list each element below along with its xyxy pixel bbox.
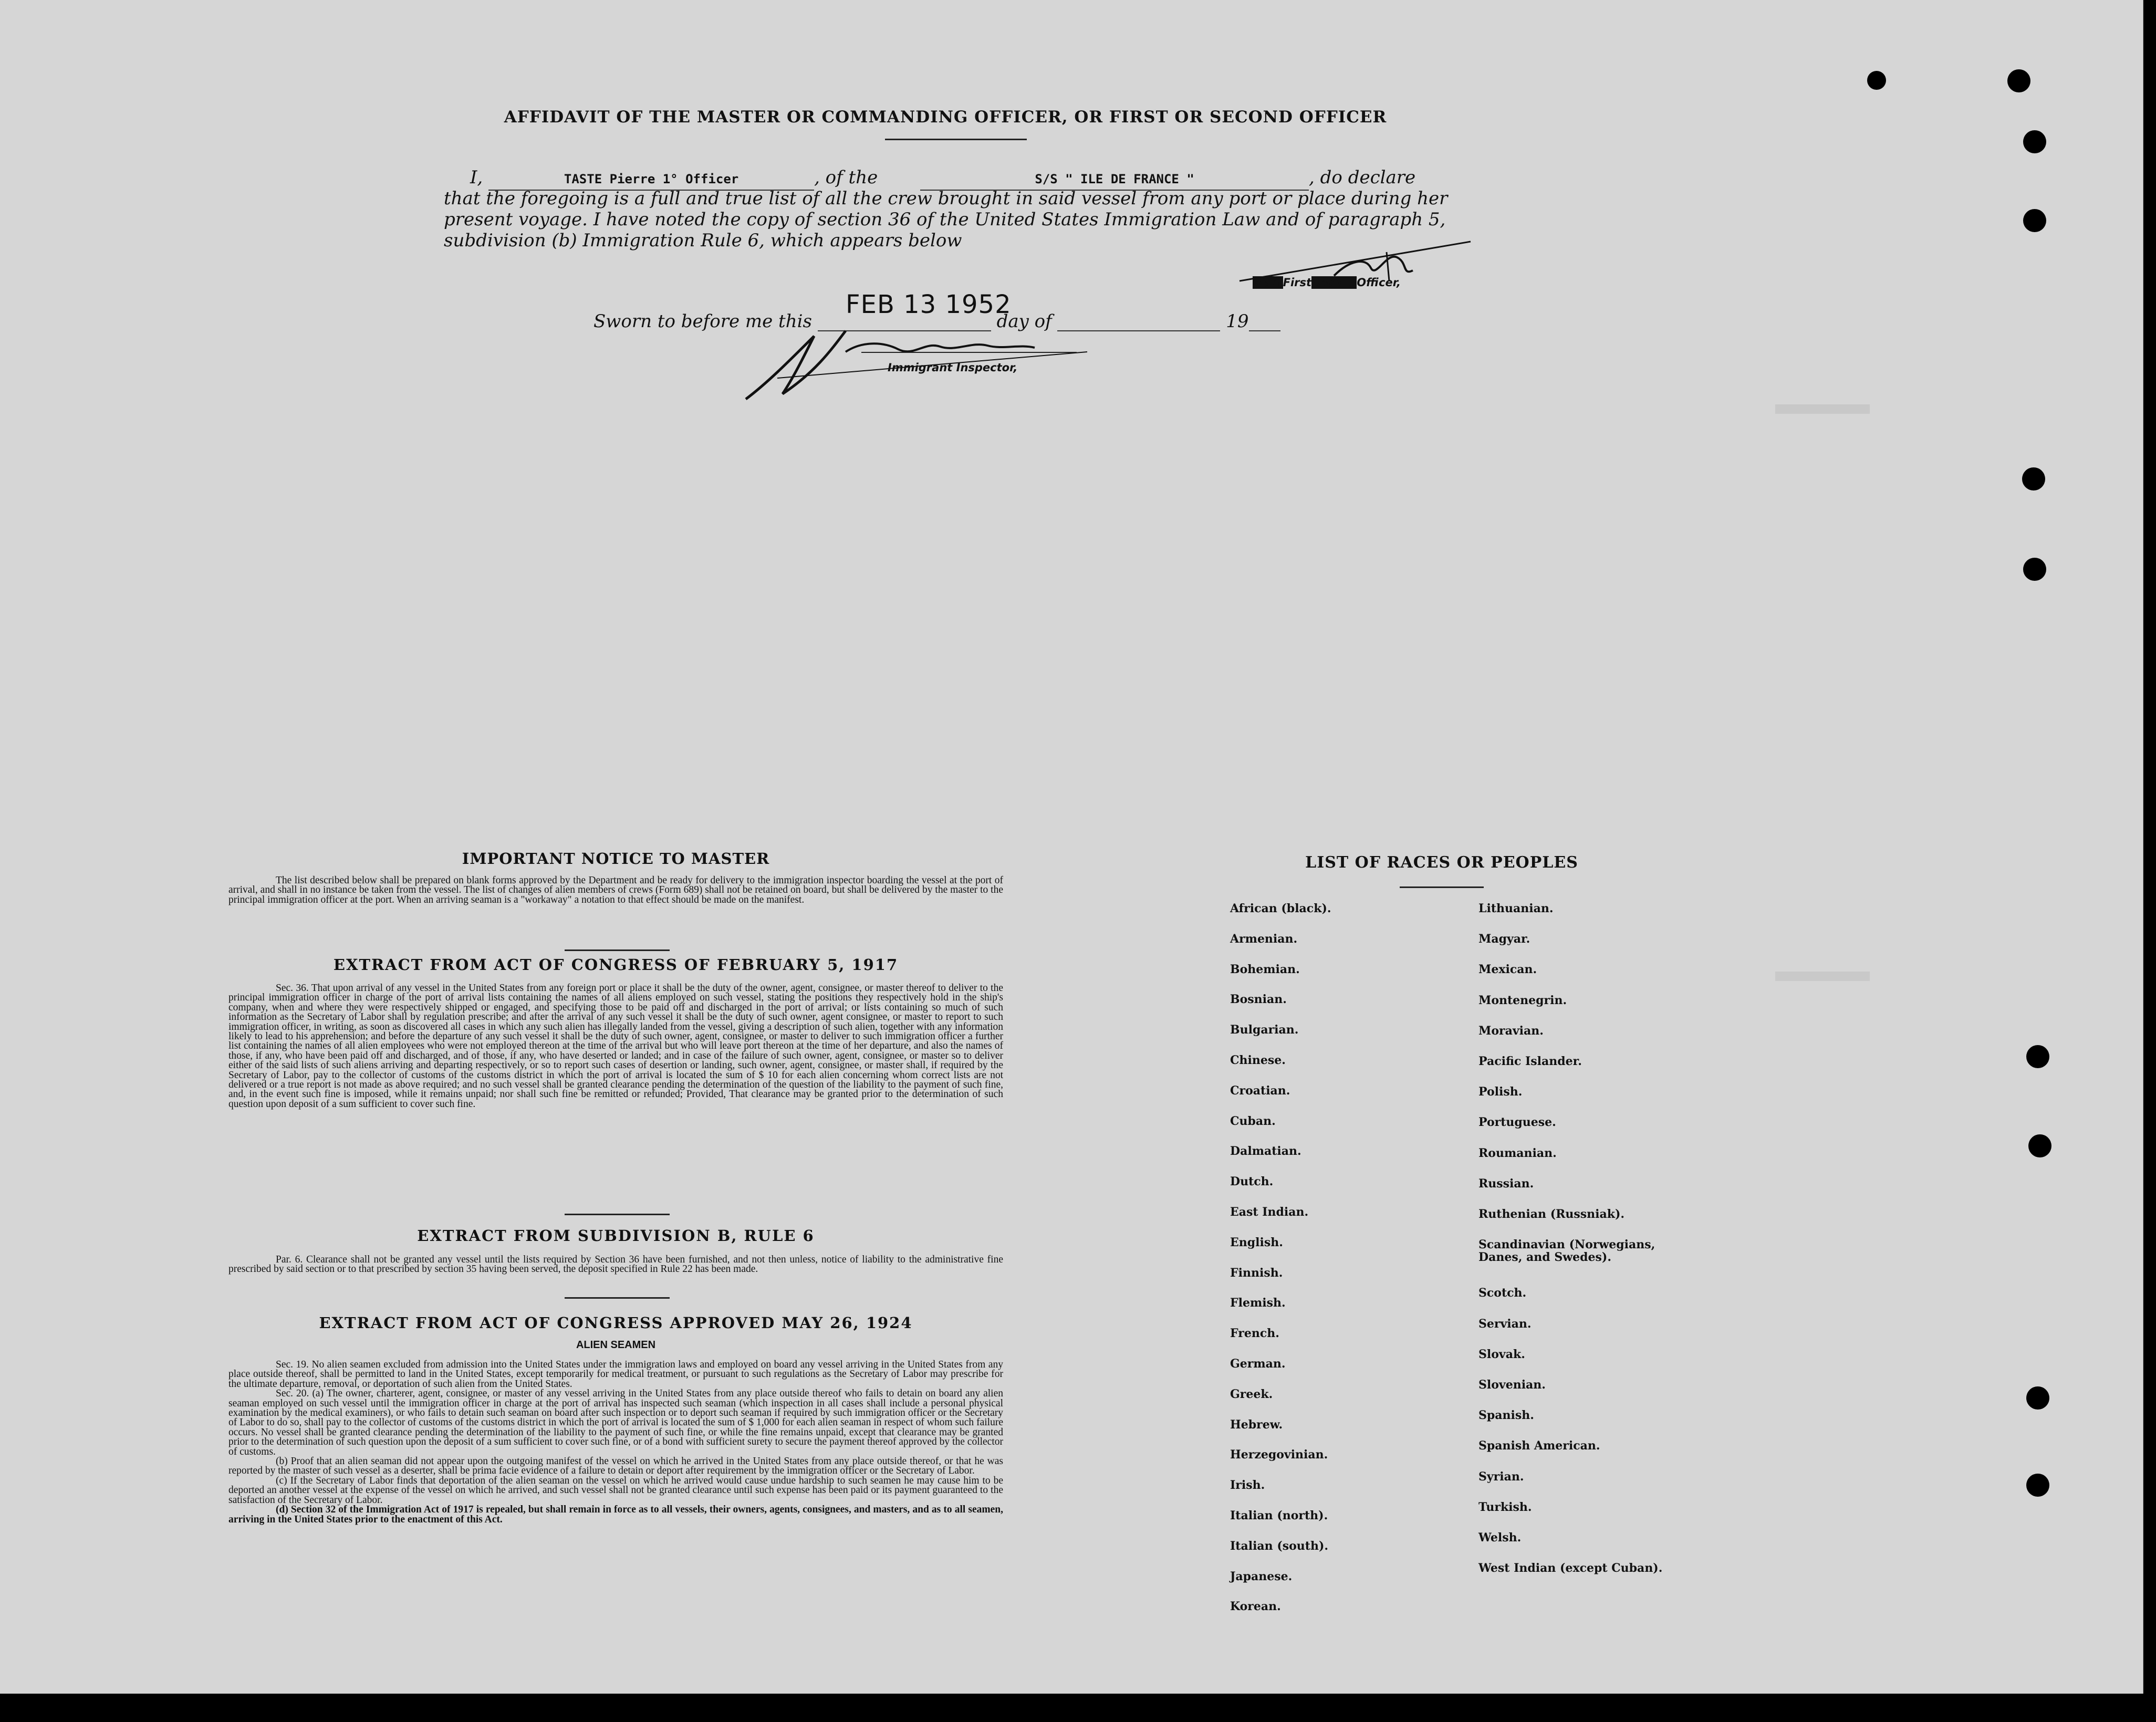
binder-hole	[2028, 1134, 2051, 1157]
affidavit-line: subdivision (b) Immigration Rule 6, which appears below	[444, 230, 962, 251]
race-item: Italian (north).	[1230, 1509, 1328, 1522]
race-item: Croatian.	[1230, 1083, 1290, 1098]
race-item: French.	[1230, 1327, 1279, 1341]
notice-body: The list described below shall be prepared on blank forms approved by the Department and be ready for delivery to the immigration inspector boarding the vessel at the port of arrival, and shall in no instance be taken from the vessel. The list of changes of alien members of crews (Form 689) shall not be retained on board, but shall be delivered by the master to the principal immigration officer at the port. When an arriving seaman is a "workaway" a notation to that effect should be made on the manifest.	[228, 875, 1003, 905]
title-underline	[885, 139, 1027, 140]
race-item: East Indian.	[1230, 1205, 1309, 1219]
extract-rule6-title: EXTRACT FROM SUBDIVISION B, RULE 6	[417, 1227, 815, 1245]
race-item: Russian.	[1478, 1176, 1534, 1191]
race-item: Bohemian.	[1230, 962, 1300, 976]
race-item: Flemish.	[1230, 1296, 1286, 1310]
bleed-through-marks	[1775, 404, 1870, 414]
race-item: Hebrew.	[1230, 1417, 1283, 1432]
race-item: Korean.	[1230, 1600, 1281, 1614]
race-item: Dalmatian.	[1230, 1144, 1301, 1159]
race-item: Turkish.	[1478, 1500, 1532, 1514]
binder-hole	[2026, 1474, 2049, 1497]
officer-caption	[1253, 276, 1401, 289]
race-item: Pacific Islander.	[1478, 1055, 1582, 1068]
binder-hole	[2026, 1386, 2049, 1410]
vessel-name-field: S/S " ILE DE FRANCE "	[920, 169, 1309, 191]
races-title: LIST OF RACES OR PEOPLES	[1305, 853, 1578, 872]
extract-rule6-body: Par. 6. Clearance shall not be granted any vessel until the lists required by Section 36 have been furnished, and not then unless, notice of liability to the administrative fine prescribed by said section or to that prescribed by section 35 having been served, the deposit specified in Rule 22 has been made.	[228, 1254, 1003, 1275]
race-item: African (black).	[1230, 902, 1331, 915]
race-item: Moravian.	[1478, 1024, 1544, 1038]
section-divider	[565, 949, 670, 951]
race-item: Polish.	[1478, 1085, 1523, 1099]
race-item: English.	[1230, 1235, 1283, 1249]
first-label: First	[1283, 276, 1312, 289]
affidavit-line: that the foregoing is a full and true list of all the crew brought in said vessel from any port or place during her	[444, 188, 1448, 209]
race-item: Welsh.	[1478, 1531, 1522, 1544]
race-item: Servian.	[1478, 1317, 1532, 1331]
race-item: Bosnian.	[1230, 993, 1287, 1007]
officer-label: Officer,	[1357, 276, 1401, 289]
notice-title: IMPORTANT NOTICE TO MASTER	[462, 850, 770, 868]
binder-hole	[2007, 69, 2030, 92]
date-stamp: FEB 13 1952	[846, 290, 1012, 319]
extract-1924-paragraph: Sec. 19. No alien seamen excluded from admission into the United States under the immigration laws and employed on board any vessel arriving in the United States from any place outside thereof, shall be permitted to land in the United States, except temporarily for medical treatment, or pursuant to such regulations as the Secretary of Labor may prescribe for the ultimate departure, removal, or deportation of such alien from the United States.	[228, 1359, 1003, 1390]
race-item: Roumanian.	[1478, 1146, 1557, 1160]
race-item: Italian (south).	[1230, 1539, 1329, 1553]
race-item: Portuguese.	[1478, 1115, 1556, 1130]
binder-hole	[2023, 558, 2046, 581]
extract-1917-title: EXTRACT FROM ACT OF CONGRESS OF FEBRUARY 5, 1917	[333, 956, 899, 974]
inspector-line	[861, 352, 1077, 353]
inspector-caption: Immigrant Inspector,	[888, 361, 1018, 374]
race-item: Scandinavian (Norwegians, Danes, and Swedes).	[1478, 1238, 1655, 1265]
binder-hole	[2023, 130, 2046, 153]
struck-second: Second	[1311, 276, 1357, 289]
extract-1924-paragraph: (c) If the Secretary of Labor finds that deportation of the alien seaman on the vessel on which he arrived would cause undue hardship to such seamen he may cause him to be deported an another vessel at the expense of the vessel on which he arrived, and such vessel shall not be granted clearance until such expense has been paid or its payment guaranteed to the satisfaction of the Secretary of Labor.	[228, 1475, 1003, 1506]
race-item: Magyar.	[1478, 932, 1530, 946]
affidavit-do-declare: , do declare	[1309, 167, 1416, 188]
race-item: Mexican.	[1478, 963, 1537, 977]
bleed-through-marks	[1775, 972, 1870, 981]
race-item: Finnish.	[1230, 1266, 1283, 1280]
extract-1917-body: Sec. 36. That upon arrival of any vessel in the United States from any foreign port or place it shall be the duty of the owner, agent, consignee, or master thereof to deliver to the principal immigration officer in charge of the port of arrival lists containing the names of all aliens employed on such vessel, stating the positions they respectively hold in the ship's company, when and where they were respectively shipped or engaged, and specifying those to be paid off and discharged in the port of arrival; or lists containing so much of such information as the Secretary of Labor shall by regulation prescribe; and after the arrival of any such vessel it shall be the duty of such owner, agent consignee, or master to report to such immigration officer, in writing, as soon as discovered all cases in which any such alien has illegally landed from the vessel, giving a description of such alien, together with any information likely to lead to his apprehension; and before the departure of any such vessel it shall be the duty of such owner, agent, consignee, or master to deliver to such immigration officer a further list containing the names of all alien employees who were not employed thereon at the time of the arrival but who will leave port thereon at the time of her departure, and also the names of those, if any, who have been paid off and discharged, and of those, if any, who have deserted or landed; and in case of the failure of such owner, agent, consignee, or master so to deliver either of the said lists of such aliens arriving and departing respectively, or so to report such cases of desertion or landing, such owner, agent, consignee, or master shall, if required by the Secretary of Labor, pay to the collector of customs of the customs district in which the port of arrival is located the sum of $ 10 for each alien concerning whom correct lists are not delivered or a true report is not made as above required; and no such vessel shall be granted clearance pending the determination of the question of the liability to the payment of such fine, and, in the event such fine is imposed, while it remains unpaid; nor shall such fine be remitted or refunded; Provided, That clearance may be granted prior to the determination of such question upon deposit of a sum sufficient to cover such fine.	[228, 983, 1003, 1110]
race-item: Cuban.	[1230, 1114, 1276, 1128]
extract-1924-paragraph: (d) Section 32 of the Immigration Act of 1917 is repealed, but shall remain in force as to all vessels, their owners, agents, consignees, and masters, and as to all seamen, arriving in the United States prior to the enactment of this Act.	[228, 1504, 1003, 1525]
extract-1924-body	[228, 1360, 1003, 1525]
section-divider	[565, 1214, 670, 1215]
extract-1924-paragraph: Sec. 20. (a) The owner, charterer, agent, consignee, or master of any vessel arriving in the United States from any place outside thereof who fails to detain on board any alien seaman employed on such vessel until the immigration officer in charge at the port of arrival has inspected such seaman (which inspection in all cases shall include a personal physical examination by the medical examiners), or who fails to detain such seaman on board after such inspection or to deport such seaman if required by such immigration officer or the Secretary of Labor to do so, shall pay to the collector of customs of the customs district in which the port of arrival is located the sum of $ 1,000 for each alien seaman in respect of whom such failure occurs. No vessel shall be granted clearance pending the determination of the liability to the payment of such fine, or while the fine remains unpaid, except that clearance may be granted prior to the determination of such question upon the deposit of a sum sufficient to cover such fine, or of a bond with sufficient surety to secure the payment thereof approved by the collector of customs.	[228, 1388, 1003, 1457]
affidavit-of-the: , of the	[814, 167, 878, 188]
sworn-prefix: Sworn to before me this	[593, 311, 812, 332]
affidavit-title: AFFIDAVIT OF THE MASTER OR COMMANDING OFFICER, OR FIRST OR SECOND OFFICER	[504, 108, 1387, 127]
race-item: Scotch.	[1478, 1286, 1527, 1300]
officer-name-field: TASTE Pierre 1° Officer	[488, 169, 814, 191]
day-of-label: day of	[996, 311, 1052, 332]
section-divider	[565, 1297, 670, 1299]
race-item: Ruthenian (Russniak).	[1478, 1207, 1625, 1221]
extract-1924-paragraph: (b) Proof that an alien seaman did not appear upon the outgoing manifest of the vessel on which he arrived in the United States from any place outside thereof, or that he was reported by the master of such vessel as a deserter, shall be prima facie evidence of a failure to detain or deport after requirement by the immigration officer or the Secretary of Labor.	[228, 1456, 1003, 1477]
affidavit-line: present voyage. I have noted the copy of section 36 of the United States Immigration Law and of paragraph 5,	[444, 209, 1446, 230]
race-item: Bulgarian.	[1230, 1023, 1299, 1037]
race-item: Irish.	[1230, 1478, 1265, 1493]
race-item: Syrian.	[1478, 1469, 1524, 1484]
binder-hole	[1867, 71, 1886, 90]
race-item: Armenian.	[1230, 932, 1298, 946]
race-item: Dutch.	[1230, 1175, 1274, 1189]
extract-1924-title: EXTRACT FROM ACT OF CONGRESS APPROVED MAY 26, 1924	[319, 1314, 913, 1332]
races-underline	[1400, 886, 1484, 888]
binder-hole	[2022, 467, 2045, 490]
race-item: Herzegovinian.	[1230, 1448, 1328, 1462]
struck-master: Mast	[1253, 276, 1283, 289]
race-item: Slovak.	[1478, 1347, 1525, 1361]
race-item: Lithuanian.	[1478, 902, 1554, 915]
race-item: German.	[1230, 1357, 1286, 1371]
race-item: Spanish.	[1478, 1408, 1534, 1423]
race-item: Chinese.	[1230, 1053, 1286, 1067]
race-item: Spanish American.	[1478, 1439, 1600, 1453]
race-item: Montenegrin.	[1478, 993, 1567, 1007]
binder-hole	[2026, 1045, 2049, 1068]
binder-hole	[2023, 209, 2046, 232]
race-item: Japanese.	[1230, 1569, 1293, 1583]
race-item: West Indian (except Cuban).	[1478, 1561, 1663, 1575]
affidavit-prefix: I,	[470, 167, 483, 188]
sworn-year-field	[1249, 316, 1280, 331]
year-prefix: 19	[1226, 311, 1249, 332]
race-item: Greek.	[1230, 1387, 1273, 1401]
alien-seamen-subtitle: ALIEN SEAMEN	[576, 1339, 656, 1351]
race-item: Slovenian.	[1478, 1378, 1546, 1392]
